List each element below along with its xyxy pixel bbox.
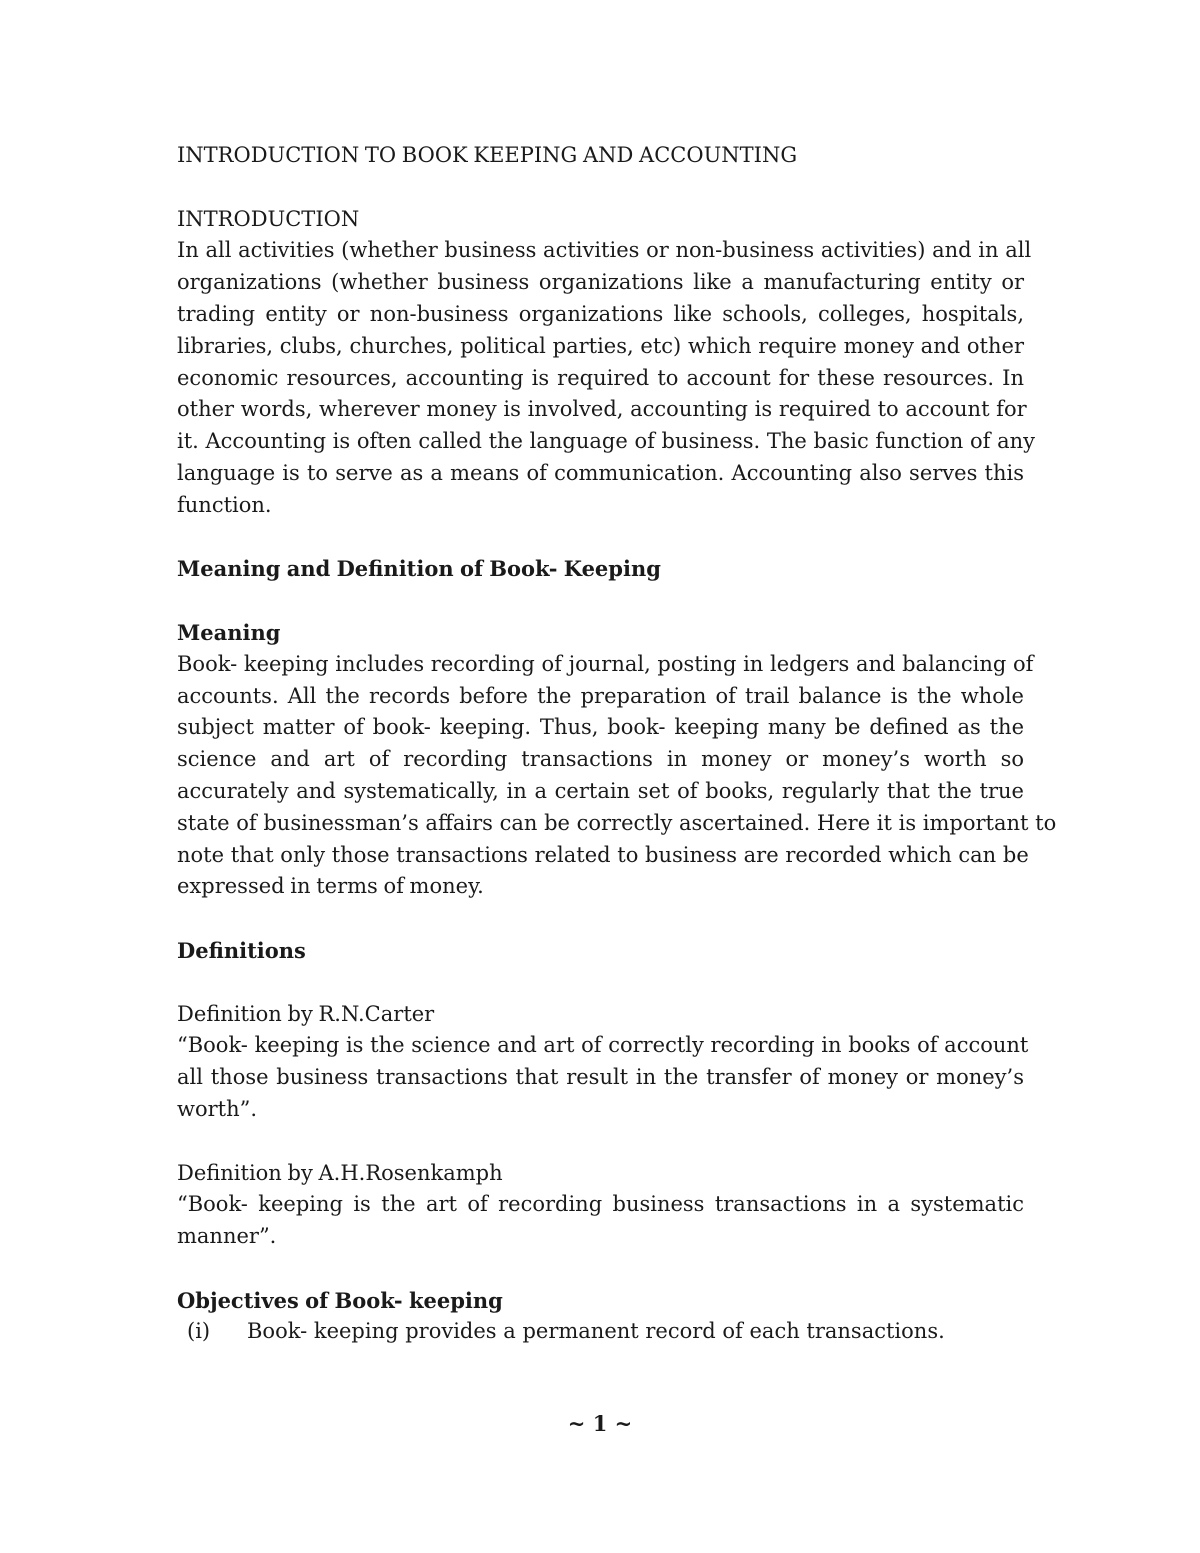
spacer xyxy=(177,1126,1024,1158)
spacer xyxy=(177,172,1024,204)
spacer xyxy=(177,585,1024,617)
objective-item xyxy=(177,1316,1024,1348)
spacer xyxy=(177,522,1024,554)
definition-1-line: all those business transactions that result in the transfer of money or money’s xyxy=(177,1065,1024,1090)
spacer xyxy=(177,967,1024,999)
objective-number: (i) xyxy=(187,1319,211,1344)
meaning-paragraph xyxy=(177,649,1057,903)
meaning-line: accounts. All the records before the preparation of trail balance is the whole xyxy=(177,683,1024,708)
meaning-line: Book- keeping includes recording of journal, posting in ledgers and balancing of xyxy=(177,651,1034,676)
intro-line: other words, wherever money is involved, accounting is required to account for xyxy=(177,397,1027,422)
definitions-heading: Definitions xyxy=(177,937,306,963)
intro-line: trading entity or non-business organizations like schools, colleges, hospitals, xyxy=(177,301,1024,326)
definition-1-quote xyxy=(177,1030,1029,1125)
definition-1-line: worth”. xyxy=(177,1096,258,1121)
section-heading: Meaning and Definition of Book- Keeping xyxy=(177,556,661,582)
intro-line: In all activities (whether business activities or non-business activities) and in all xyxy=(177,238,1032,263)
definition-2-quote xyxy=(177,1189,1024,1253)
meaning-line: accurately and systematically, in a certain set of books, regularly that the true xyxy=(177,778,1024,803)
spacer xyxy=(177,903,1024,935)
meaning-line: subject matter of book- keeping. Thus, book- keeping many be defined as the xyxy=(177,715,1024,740)
meaning-line: science and art of recording transactions in money or money’s worth so xyxy=(177,747,1024,772)
intro-heading: INTRODUCTION xyxy=(177,206,360,231)
intro-line: organizations (whether business organizations like a manufacturing entity or xyxy=(177,270,1024,295)
intro-line: function. xyxy=(177,492,272,517)
document-title: INTRODUCTION TO BOOK KEEPING AND ACCOUNTING xyxy=(177,143,798,167)
definition-2-line: manner”. xyxy=(177,1224,277,1249)
meaning-line: note that only those transactions related to business are recorded which can be xyxy=(177,842,1029,867)
intro-line: language is to serve as a means of communication. Accounting also serves this xyxy=(177,460,1024,485)
page-number: ~ 1 ~ xyxy=(567,1411,633,1436)
spacer xyxy=(177,1253,1024,1285)
definition-2-line: “Book- keeping is the art of recording business transactions in a systematic xyxy=(177,1192,1024,1217)
intro-line: libraries, clubs, churches, political parties, etc) which require money and other xyxy=(177,333,1024,358)
definition-1-line: “Book- keeping is the science and art of correctly recording in books of account xyxy=(177,1033,1029,1058)
meaning-line: state of businessman’s affairs can be correctly ascertained. Here it is important to xyxy=(177,810,1057,835)
objective-text: Book- keeping provides a permanent record of each transactions. xyxy=(247,1319,945,1344)
intro-line: economic resources, accounting is required to account for these resources. In xyxy=(177,365,1024,390)
meaning-heading: Meaning xyxy=(177,619,281,645)
objectives-heading: Objectives of Book- keeping xyxy=(177,1287,503,1313)
intro-line: it. Accounting is often called the language of business. The basic function of any xyxy=(177,429,1035,454)
definition-2-label: Definition by A.H.Rosenkamph xyxy=(177,1160,503,1185)
intro-paragraph xyxy=(177,235,1035,521)
document-page xyxy=(177,140,1057,1348)
definition-1-label: Definition by R.N.Carter xyxy=(177,1001,435,1026)
meaning-line: expressed in terms of money. xyxy=(177,874,484,899)
